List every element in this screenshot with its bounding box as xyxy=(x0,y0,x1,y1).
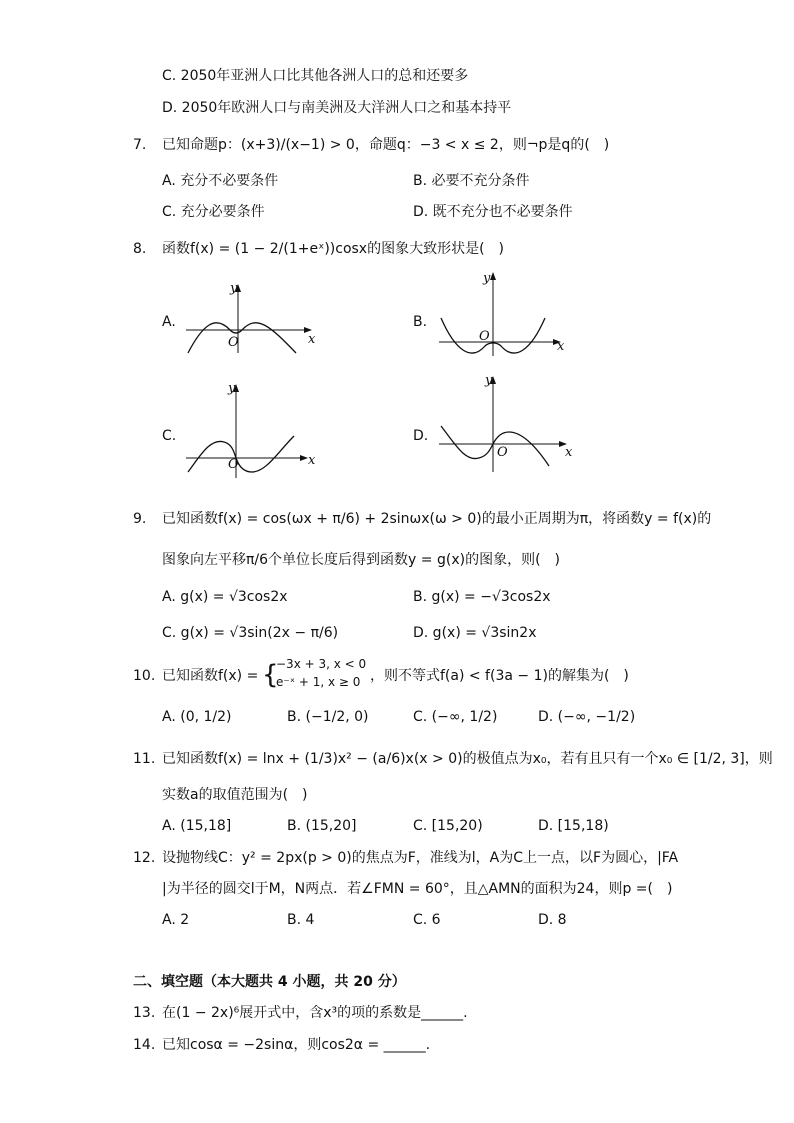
graph-x-label: x xyxy=(557,339,565,354)
q12-option-a: A. 2 xyxy=(162,912,190,928)
piecewise-case-2: e⁻ˣ + 1, x ≥ 0 xyxy=(276,675,361,689)
question-number: 7. xyxy=(133,137,147,153)
q11-option-a: A. (15,18] xyxy=(162,818,232,834)
question-stem-line-1: 设抛物线C：y² = 2px(p > 0)的焦点为F，准线为l，A为C上一点，以F为圆心，|FA xyxy=(162,850,679,866)
q12-option-c: C. 6 xyxy=(413,912,441,928)
q8-option-c-label: C. xyxy=(162,428,177,444)
q8-graph-d xyxy=(433,374,573,478)
q7-option-b: B. 必要不充分条件 xyxy=(413,173,530,189)
q10-option-c: C. (−∞, 1/2) xyxy=(413,709,498,725)
q11-option-c: C. [15,20) xyxy=(413,818,483,834)
question-stem: 函数f(x) = (1 − 2/(1+eˣ))cosx的图象大致形状是( ) xyxy=(162,241,505,257)
question-number: 10. xyxy=(133,668,156,684)
q11-option-d: D. [15,18) xyxy=(538,818,609,834)
q9-option-c: C. g(x) = √3sin(2x − π/6) xyxy=(162,625,339,641)
graph-y-label: y xyxy=(228,381,236,396)
graph-y-label: y xyxy=(483,271,491,286)
graph-origin-label: O xyxy=(479,329,490,344)
question-stem: 已知cosα = −2sinα，则cos2α = ______. xyxy=(162,1037,431,1053)
section-title: 二、填空题（本大题共 4 小题，共 20 分） xyxy=(133,974,406,990)
q12-option-d: D. 8 xyxy=(538,912,567,928)
question-number: 9. xyxy=(133,511,147,527)
question-12-stem-line-2: |为半径的圆交l于M，N两点．若∠FMN = 60°，且△AMN的面积为24，则p =( ) xyxy=(162,881,673,897)
graph-y-label: y xyxy=(230,281,238,296)
q9-option-d: D. g(x) = √3sin2x xyxy=(413,625,537,641)
piecewise-case-1: −3x + 3, x < 0 xyxy=(276,657,367,671)
question-stem: 已知命题p：(x+3)/(x−1) > 0，命题q：−3 < x ≤ 2，则¬p是q的( ) xyxy=(162,137,610,153)
question-number: 14. xyxy=(133,1037,156,1053)
q12-option-b: B. 4 xyxy=(287,912,315,928)
graph-y-label: y xyxy=(485,373,493,388)
q8-option-a-label: A. xyxy=(162,314,176,330)
q10-option-a: A. (0, 1/2) xyxy=(162,709,232,725)
q7-option-a: A. 充分不必要条件 xyxy=(162,173,279,189)
graph-x-label: x xyxy=(308,453,316,468)
question-stem-line-1: 已知函数f(x) = cos(ωx + π/6) + 2sinωx(ω > 0)的最小正周期为π，将函数y = f(x)的 xyxy=(162,511,712,527)
q8-graph-a xyxy=(180,278,320,362)
question-stem: 在(1 − 2x)⁶展开式中，含x³的项的系数是______. xyxy=(162,1005,468,1021)
graph-x-label: x xyxy=(565,445,573,460)
question-stem-pre: 已知函数f(x) = xyxy=(162,668,259,684)
question-number: 8. xyxy=(133,241,147,257)
q8-option-d-label: D. xyxy=(413,428,429,444)
question-11-stem-line-2: 实数a的取值范围为( ) xyxy=(162,787,308,803)
q6-option-c: C. 2050年亚洲人口比其他各洲人口的总和还要多 xyxy=(162,68,469,84)
q9-option-a: A. g(x) = √3cos2x xyxy=(162,589,288,605)
q7-option-c: C. 充分必要条件 xyxy=(162,204,265,220)
piecewise-brace: { xyxy=(262,660,279,690)
graph-origin-label: O xyxy=(228,335,239,350)
q8-option-b-label: B. xyxy=(413,314,428,330)
q8-graph-c xyxy=(180,380,320,484)
q10-option-d: D. (−∞, −1/2) xyxy=(538,709,636,725)
question-9-stem-line-2: 图象向左平移π/6个单位长度后得到函数y = g(x)的图象，则( ) xyxy=(162,552,560,568)
q7-option-d: D. 既不充分也不必要条件 xyxy=(413,204,573,220)
question-stem-post: ，则不等式f(a) < f(3a − 1)的解集为( ) xyxy=(370,668,629,684)
question-number: 13. xyxy=(133,1005,156,1021)
question-number: 12. xyxy=(133,850,156,866)
q6-option-d: D. 2050年欧洲人口与南美洲及大洋洲人口之和基本持平 xyxy=(162,100,512,116)
question-stem-line-1: 已知函数f(x) = lnx + (1/3)x² − (a/6)x(x > 0)的极值点为x₀，若有且只有一个x₀ ∈ [1/2, 3]，则 xyxy=(162,751,773,767)
question-number: 11. xyxy=(133,751,156,767)
graph-origin-label: O xyxy=(497,445,508,460)
q10-option-b: B. (−1/2, 0) xyxy=(287,709,369,725)
q11-option-b: B. (15,20] xyxy=(287,818,357,834)
graph-x-label: x xyxy=(308,332,316,347)
graph-origin-label: O xyxy=(228,457,239,472)
q8-graph-b xyxy=(433,270,573,364)
q9-option-b: B. g(x) = −√3cos2x xyxy=(413,589,551,605)
